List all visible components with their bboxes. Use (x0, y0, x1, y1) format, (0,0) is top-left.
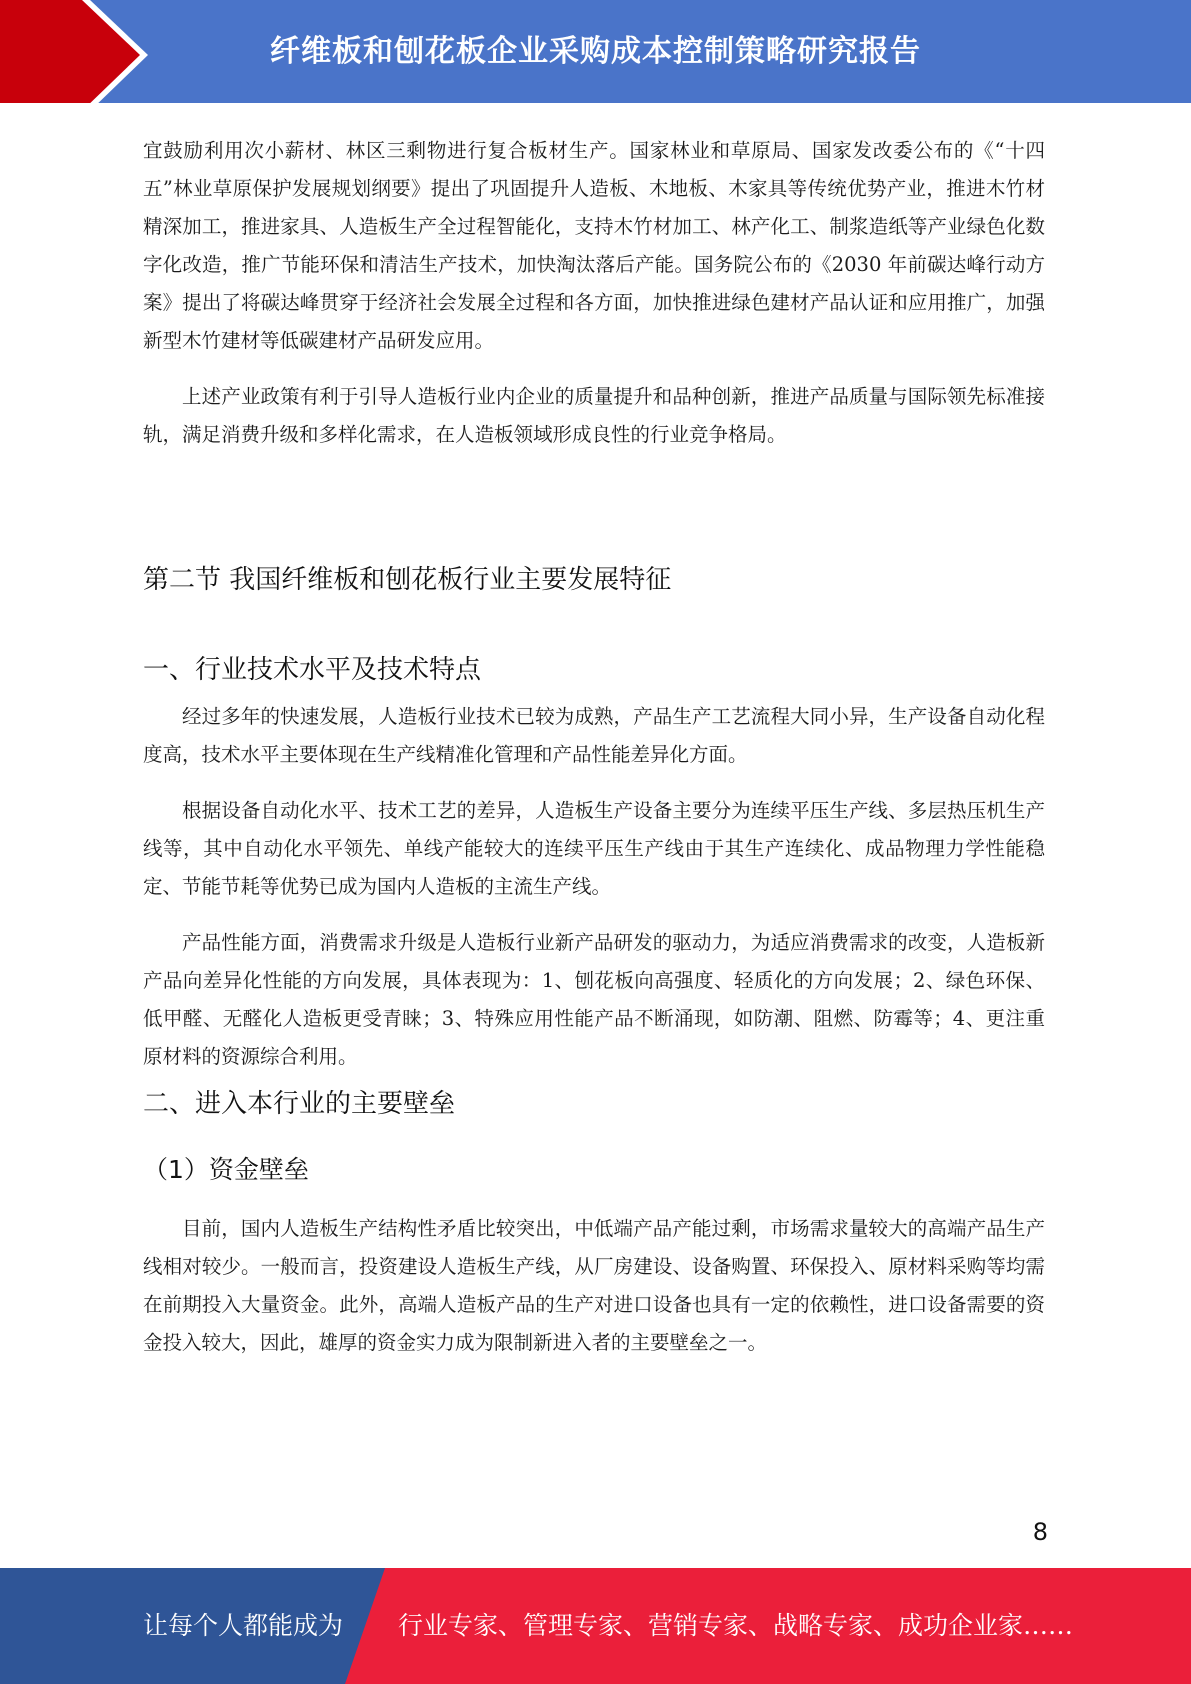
paragraph-policy: 宜鼓励利用次小薪材、林区三剩物进行复合板材生产。国家林业和草原局、国家发改委公布的《“十四五”林业草原保护发展规划纲要》提出了巩固提升人造板、木地板、木家具等传统优势产业，推进木竹材精深加工，推进家具、人造板生产全过程智能化，支持木竹材加工、林产化工、制浆造纸等产业绿色化数字化改造，推广节能环保和清洁生产技术，加快淘汰落后产能。国务院公布的《2030 年前碳达峰行动方案》提出了将碳达峰贯穿于经济社会发展全过程和各方面，加快推进绿色建材产品认证和应用推广，加强新型木竹建材等低碳建材产品研发应用。 (143, 139, 1045, 352)
page-header (0, 0, 1191, 111)
paragraph-policy-summary: 上述产业政策有利于引导人造板行业内企业的质量提升和品种创新，推进产品质量与国际领先标准接轨，满足消费升级和多样化需求，在人造板领域形成良性的行业竞争格局。 (143, 385, 1045, 446)
header-chevron (0, 0, 140, 111)
paragraph-tech-1: 经过多年的快速发展，人造板行业技术已较为成熟，产品生产工艺流程大同小异，生产设备自动化程度高，技术水平主要体现在生产线精准化管理和产品性能差异化方面。 (143, 705, 1045, 766)
paragraph-capital-barrier: 目前，国内人造板生产结构性矛盾比较突出，中低端产品产能过剩，市场需求量较大的高端产品生产线相对较少。一般而言，投资建设人造板生产线，从厂房建设、设备购置、环保投入、原材料采购等均需在前期投入大量资金。此外，高端人造板产品的生产对进口设备也具有一定的依赖性，进口设备需要的资金投入较大，因此，雄厚的资金实力成为限制新进入者的主要壁垒之一。 (143, 1217, 1045, 1354)
footer-slogan-left: 让每个人都能成为 (143, 1611, 344, 1640)
paragraph-tech-2: 根据设备自动化水平、技术工艺的差异，人造板生产设备主要分为连续平压生产线、多层热压机生产线等，其中自动化水平领先、单线产能较大的连续平压生产线由于其生产连续化、成品物理力学性能稳定、节能节耗等优势已成为国内人造板的主流生产线。 (143, 799, 1045, 898)
footer-slogan-right: 行业专家、管理专家、营销专家、战略专家、成功企业家…… (398, 1611, 1074, 1640)
paragraph-tech-3: 产品性能方面，消费需求升级是人造板行业新产品研发的驱动力，为适应消费需求的改变，人造板新产品向差异化性能的方向发展，具体表现为：1、刨花板向高强度、轻质化的方向发展；2、绿色环保、低甲醛、无醛化人造板更受青睐；3、特殊应用性能产品不断涌现，如防潮、阻燃、防霉等；4、更注重原材料的资源综合利用。 (143, 931, 1045, 1068)
heading-tech-level: 一、行业技术水平及技术特点 (143, 655, 482, 685)
page-footer (0, 1568, 1191, 1684)
header-bottom-strip (0, 103, 1191, 111)
document-body (143, 132, 1045, 1362)
heading-capital-barrier: （1）资金壁垒 (143, 1155, 309, 1184)
page-number: 8 (1032, 1518, 1048, 1546)
section-title: 第二节 我国纤维板和刨花板行业主要发展特征 (143, 565, 672, 595)
heading-barriers: 二、进入本行业的主要壁垒 (143, 1089, 456, 1119)
report-title: 纤维板和刨花板企业采购成本控制策略研究报告 (270, 34, 921, 69)
